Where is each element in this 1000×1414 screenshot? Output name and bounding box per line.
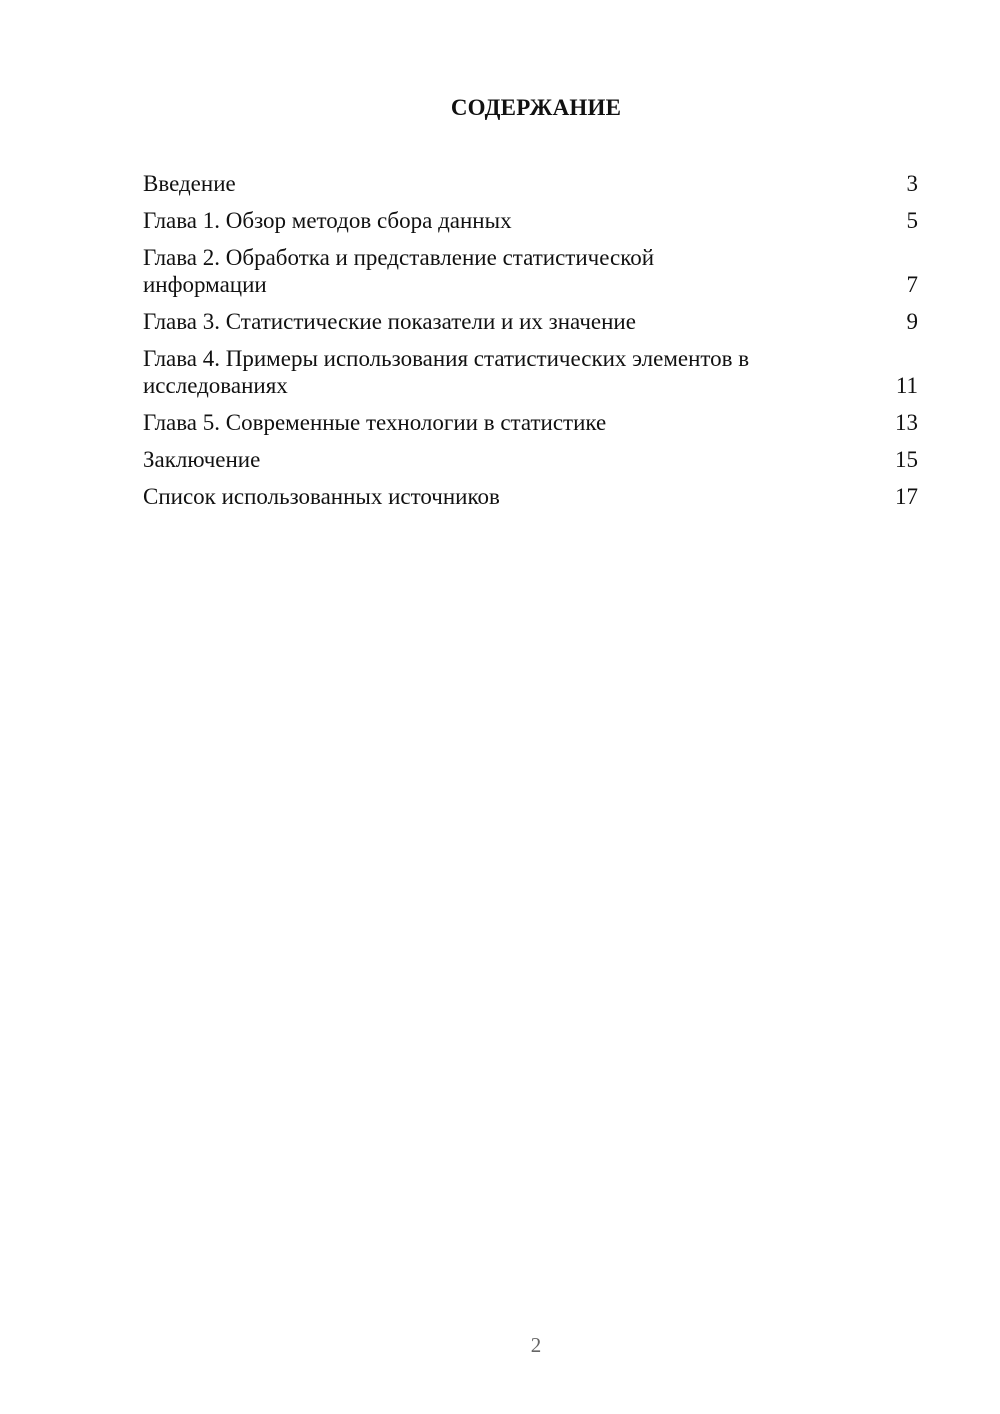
toc-entry-page: 15 <box>895 447 918 472</box>
toc-entry-page: 13 <box>895 410 918 435</box>
toc-entry-chapter-4[interactable] <box>143 345 918 399</box>
toc-entry-chapter-1[interactable] <box>143 207 918 234</box>
toc-entry-chapter-5[interactable] <box>143 409 918 436</box>
toc-entry-page: 9 <box>906 309 918 334</box>
toc-entry-page: 5 <box>906 208 918 233</box>
page-number: 2 <box>530 1333 542 1357</box>
toc-entry-label: Глава 3. Статистические показатели и их значение <box>143 309 636 334</box>
toc-entry-label: Глава 5. Современные технологии в статистике <box>143 410 607 435</box>
toc-entry-label: Список использованных источников <box>143 484 500 509</box>
toc-entry-introduction[interactable] <box>143 170 918 197</box>
table-of-contents <box>143 170 918 520</box>
page-title: СОДЕРЖАНИЕ <box>450 95 622 120</box>
toc-entry-label: Введение <box>143 171 236 196</box>
toc-entry-conclusion[interactable] <box>143 446 918 473</box>
toc-entry-references[interactable] <box>143 483 918 510</box>
toc-entry-label: Глава 4. Примеры использования статистических элементов в исследованиях <box>143 346 750 398</box>
toc-entry-label: Заключение <box>143 447 261 472</box>
toc-entry-page: 11 <box>895 373 918 398</box>
toc-entry-chapter-2[interactable] <box>143 244 918 298</box>
toc-entry-page: 3 <box>906 171 918 196</box>
toc-entry-label: Глава 1. Обзор методов сбора данных <box>143 208 512 233</box>
toc-entry-page: 7 <box>906 272 918 297</box>
toc-entry-chapter-3[interactable] <box>143 308 918 335</box>
toc-entry-page: 17 <box>895 484 918 509</box>
toc-entry-label: Глава 2. Обработка и представление статистической информации <box>143 245 655 297</box>
